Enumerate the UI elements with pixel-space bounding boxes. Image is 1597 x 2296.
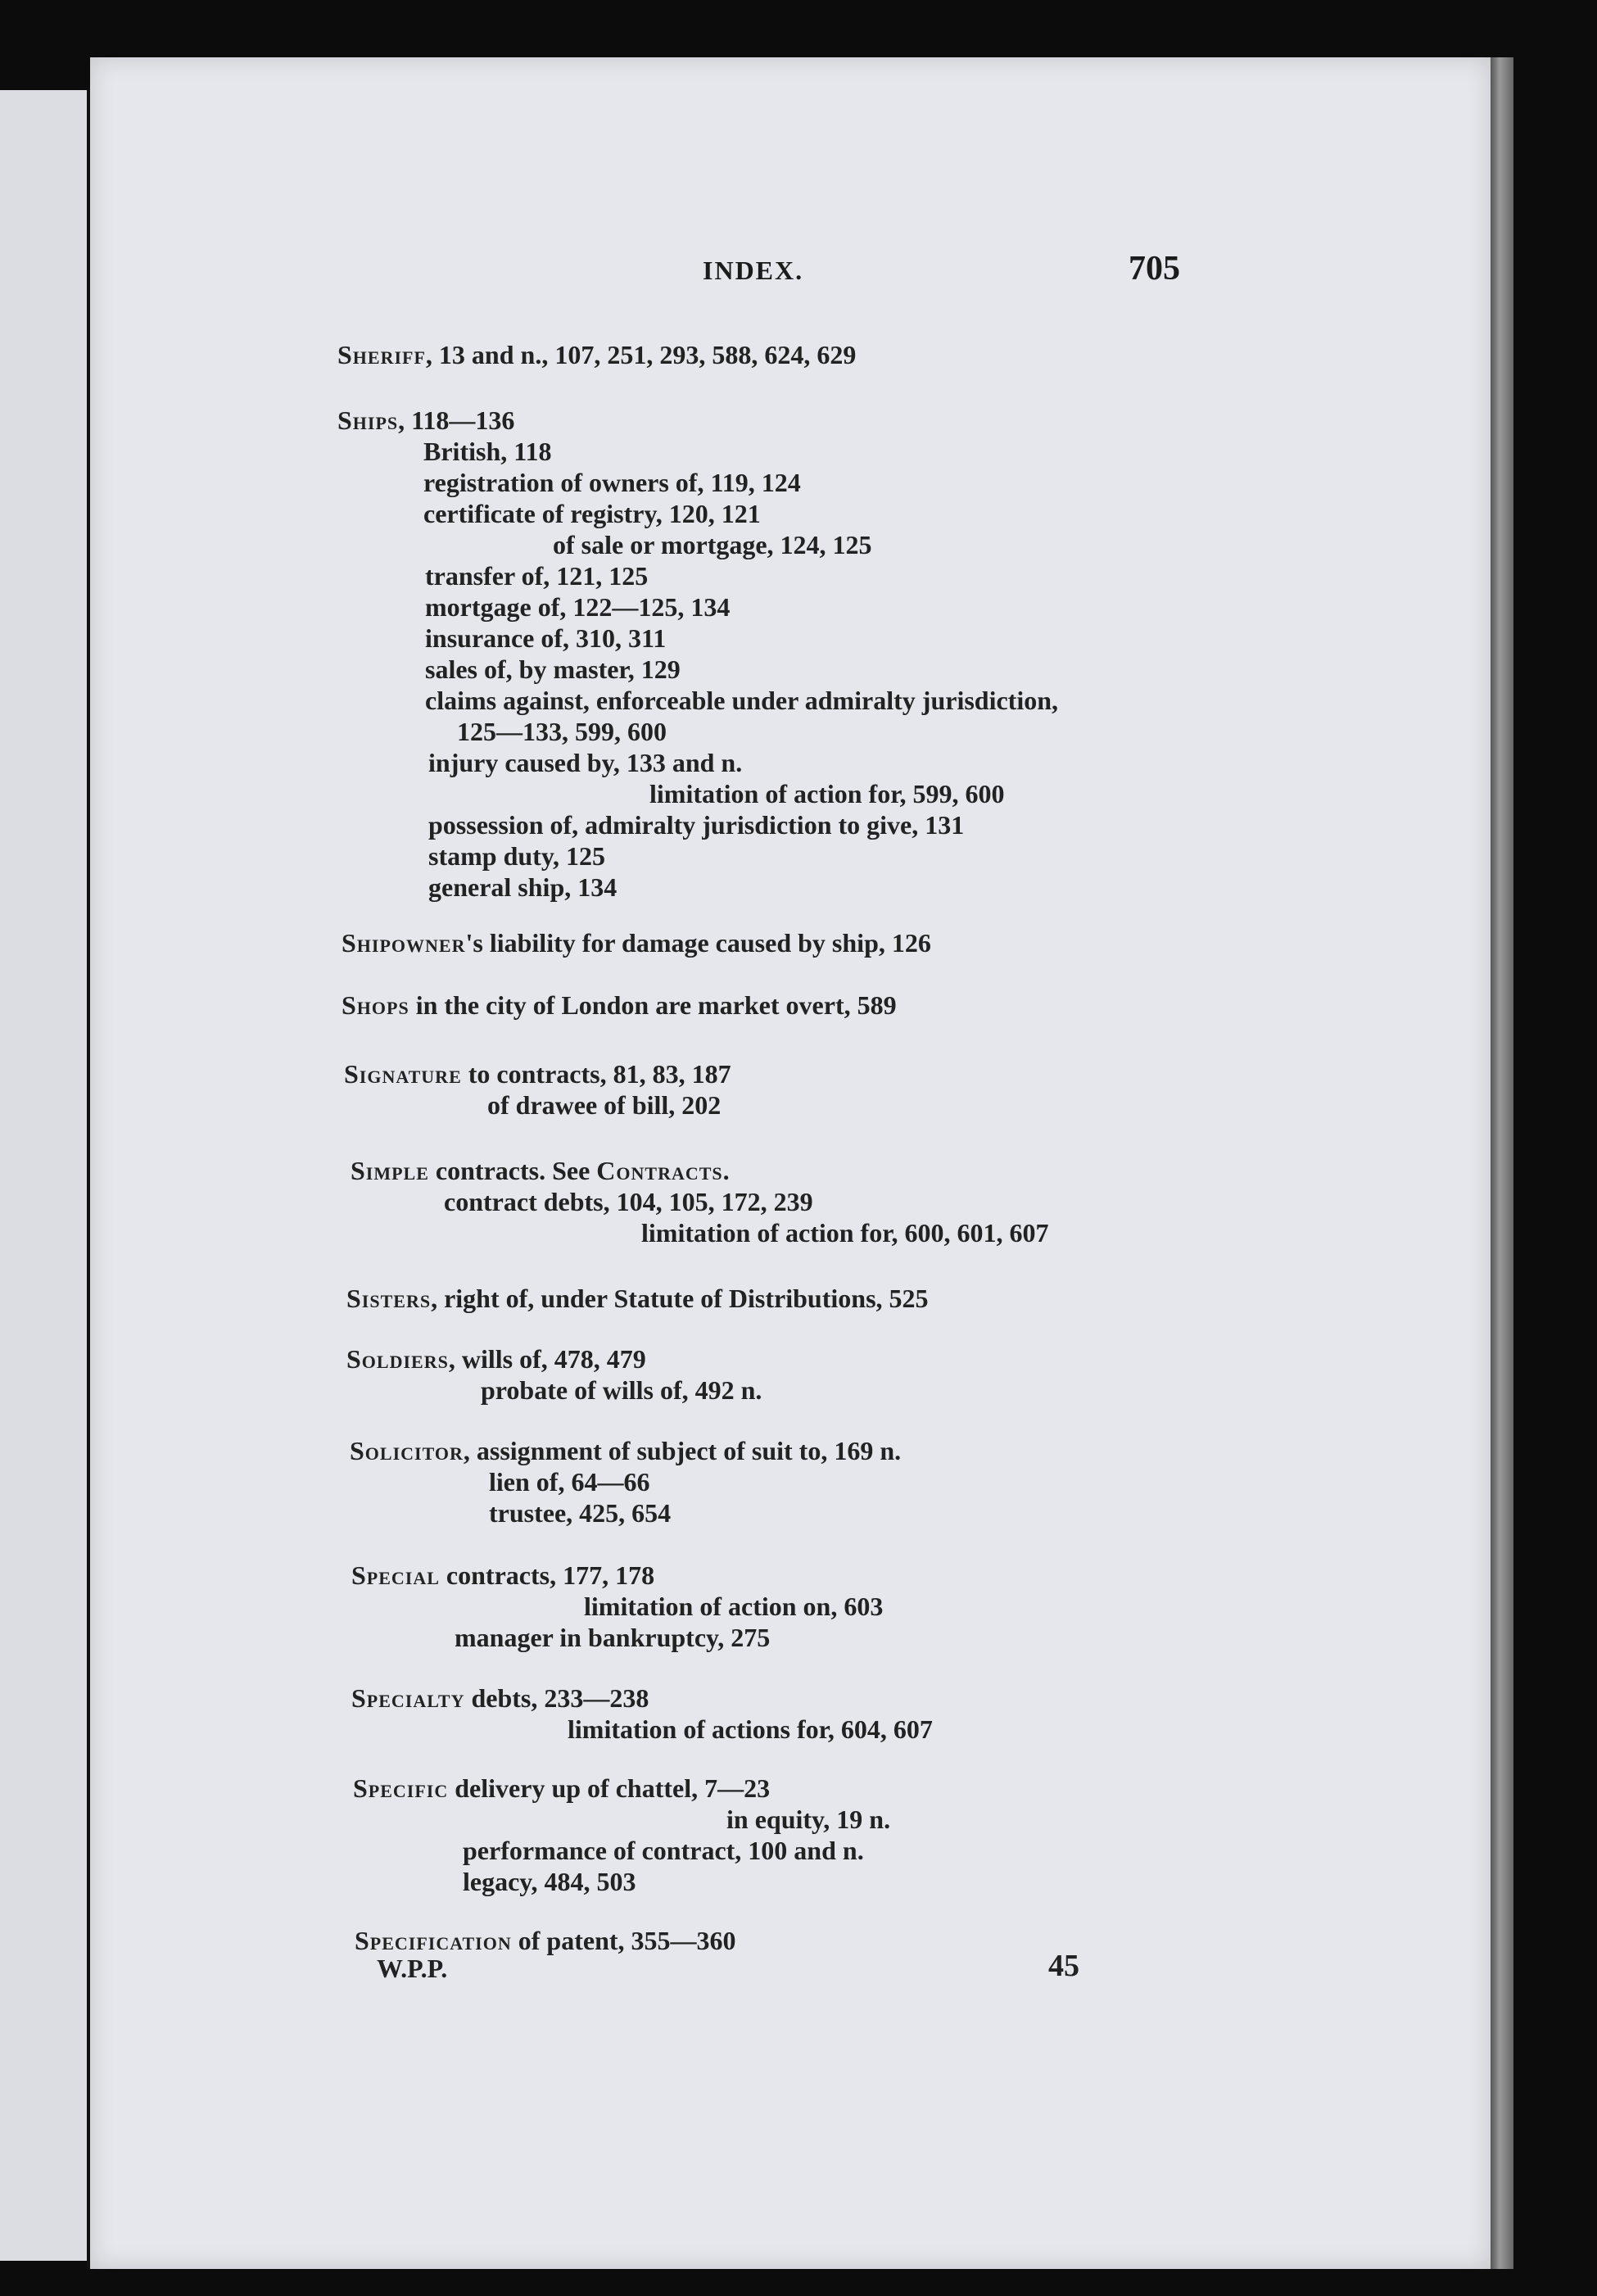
subentry: mortgage of, 122—125, 134 bbox=[425, 592, 731, 622]
index-entry-sheriff bbox=[337, 339, 856, 370]
subentry: 125—133, 599, 600 bbox=[457, 717, 667, 746]
subentry: trustee, 425, 654 bbox=[489, 1498, 672, 1528]
entry-text: contracts, 177, 178 bbox=[439, 1560, 655, 1590]
entry-text: , 118—136 bbox=[398, 405, 515, 435]
subentry: limitation of action for, 600, 601, 607 bbox=[641, 1218, 1049, 1248]
subentry: probate of wills of, 492 n. bbox=[481, 1375, 762, 1405]
subentry: sales of, by master, 129 bbox=[425, 654, 681, 684]
gathering-number: 45 bbox=[1048, 1949, 1079, 1983]
subentry: manager in bankruptcy, 275 bbox=[455, 1623, 771, 1652]
index-entry-special bbox=[351, 1560, 654, 1591]
subentry: stamp duty, 125 bbox=[428, 841, 606, 871]
subentry: limitation of action for, 599, 600 bbox=[649, 779, 1005, 808]
subentry: performance of contract, 100 and n. bbox=[463, 1836, 864, 1865]
entry-headword: Sisters bbox=[346, 1284, 432, 1313]
index-entry-specialty bbox=[351, 1682, 649, 1714]
subentry: registration of owners of, 119, 124 bbox=[423, 468, 801, 497]
index-entry-shops bbox=[342, 989, 897, 1021]
book-page bbox=[90, 57, 1491, 2269]
subentry: limitation of action on, 603 bbox=[584, 1592, 884, 1621]
subentry: lien of, 64—66 bbox=[489, 1467, 650, 1497]
index-entry-specific bbox=[353, 1773, 770, 1804]
entry-text: , right of, under Statute of Distributions, 525 bbox=[431, 1284, 929, 1313]
index-entry-specification bbox=[355, 1925, 736, 1956]
index-entry-shipowner bbox=[342, 927, 931, 958]
subentry: transfer of, 121, 125 bbox=[425, 561, 649, 591]
index-entry-ships bbox=[337, 405, 514, 436]
index-entry-soldiers bbox=[346, 1343, 646, 1374]
entry-text: 's liability for damage caused by ship, 126 bbox=[465, 928, 931, 958]
entry-headword: Sheriff bbox=[337, 340, 426, 369]
entry-text: to contracts, 81, 83, 187 bbox=[461, 1059, 731, 1089]
cross-reference: Contracts bbox=[596, 1156, 723, 1185]
printer-signature-mark: W.P.P. bbox=[377, 1954, 448, 1983]
entry-text: , 13 and n., 107, 251, 293, 588, 624, 629 bbox=[425, 340, 857, 369]
entry-headword: Ships bbox=[337, 405, 399, 435]
index-entry-simple bbox=[351, 1155, 730, 1186]
subentry: legacy, 484, 503 bbox=[463, 1867, 636, 1896]
entry-text: in the city of London are market overt, 589 bbox=[409, 990, 897, 1020]
running-head: INDEX. bbox=[703, 256, 804, 285]
index-entry-sisters bbox=[346, 1283, 929, 1314]
subentry: possession of, admiralty jurisdiction to give, 131 bbox=[428, 810, 965, 840]
subentry: insurance of, 310, 311 bbox=[425, 623, 667, 653]
entry-headword: Soldiers bbox=[346, 1344, 449, 1374]
entry-text: debts, 233—238 bbox=[464, 1683, 649, 1713]
entry-headword: Simple bbox=[351, 1156, 429, 1185]
subentry: of drawee of bill, 202 bbox=[487, 1090, 722, 1120]
entry-text: contracts. See bbox=[428, 1156, 597, 1185]
entry-headword: Shipowner bbox=[342, 928, 466, 958]
entry-headword: Specialty bbox=[351, 1683, 465, 1713]
subentry: British, 118 bbox=[423, 437, 552, 466]
subentry: in equity, 19 n. bbox=[726, 1805, 891, 1834]
subentry: general ship, 134 bbox=[428, 872, 618, 902]
entry-headword: Signature bbox=[344, 1059, 462, 1089]
subentry: certificate of registry, 120, 121 bbox=[423, 499, 761, 528]
page-number: 705 bbox=[1129, 250, 1180, 288]
subentry: of sale or mortgage, 124, 125 bbox=[553, 530, 872, 559]
subentry: claims against, enforceable under admiralty jurisdiction, bbox=[425, 686, 1059, 715]
entry-headword: Specification bbox=[355, 1926, 512, 1955]
entry-headword: Specific bbox=[353, 1773, 449, 1803]
index-entry-solicitor bbox=[350, 1435, 901, 1466]
entry-text: , wills of, 478, 479 bbox=[448, 1344, 646, 1374]
subentry: injury caused by, 133 and n. bbox=[428, 748, 743, 777]
entry-headword: Solicitor bbox=[350, 1436, 464, 1465]
subentry: limitation of actions for, 604, 607 bbox=[568, 1714, 933, 1744]
entry-text: , assignment of subject of suit to, 169 n. bbox=[463, 1436, 902, 1465]
index-entry-signature bbox=[344, 1058, 731, 1089]
entry-headword: Shops bbox=[342, 990, 409, 1020]
facing-page-edge bbox=[0, 90, 90, 2261]
entry-text: of patent, 355—360 bbox=[511, 1926, 736, 1955]
page-edge-shadow bbox=[1491, 57, 1513, 2269]
entry-headword: Special bbox=[351, 1560, 440, 1590]
entry-text: delivery up of chattel, 7—23 bbox=[448, 1773, 771, 1803]
subentry: contract debts, 104, 105, 172, 239 bbox=[444, 1187, 813, 1216]
entry-text: . bbox=[722, 1156, 730, 1185]
